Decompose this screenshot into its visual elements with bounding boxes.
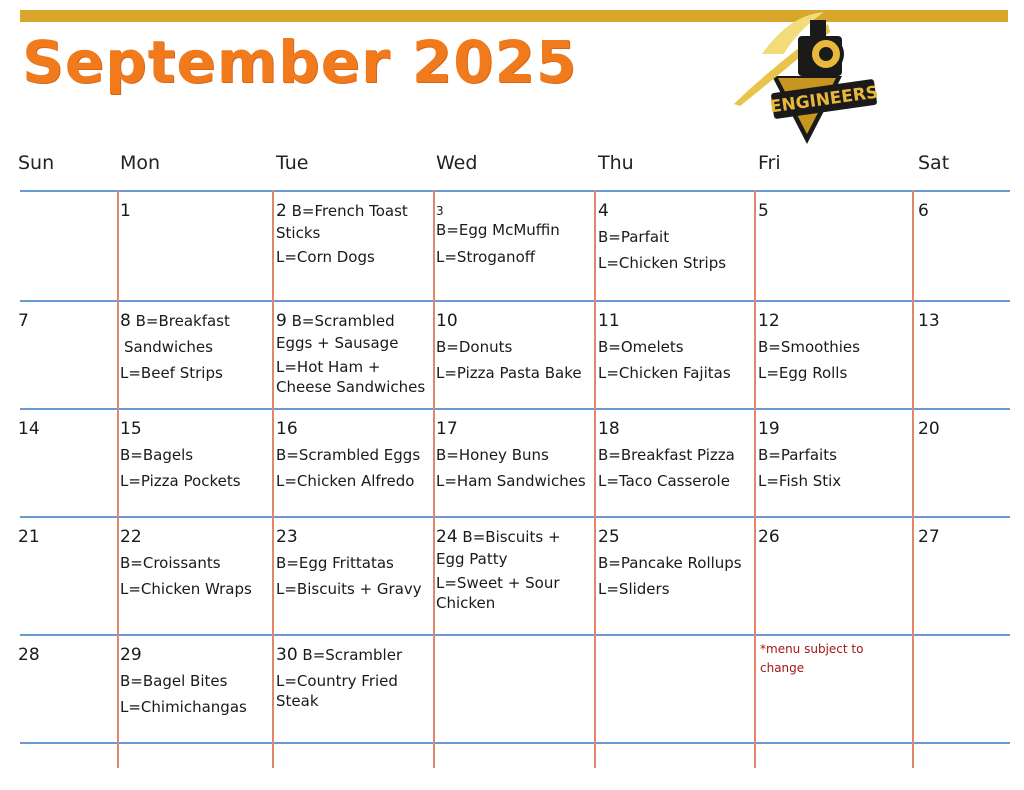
day-number: 20: [918, 419, 940, 439]
day-cell-22: [120, 526, 270, 605]
day-cell-25: [598, 526, 753, 605]
day-cell-16: [276, 418, 431, 497]
grid-line: [20, 742, 1010, 744]
day-cell-30: [276, 644, 431, 717]
day-number: 28: [18, 645, 40, 665]
day-number: 25: [598, 527, 620, 547]
page-title: September 2025: [22, 28, 578, 96]
day-number: 13: [918, 311, 940, 331]
grid-line: [272, 190, 274, 768]
lunch-item: L=Chicken Strips: [598, 254, 727, 273]
grid-line: [20, 300, 1010, 302]
grid-line: [754, 190, 756, 768]
day-cell-14: [18, 418, 40, 441]
grid-line: [594, 190, 596, 768]
lunch-item-cont: Steak: [276, 692, 319, 711]
grid-line: [117, 190, 119, 768]
day-cell-1: [120, 200, 131, 223]
day-number: 7: [18, 311, 29, 331]
lunch-item: L=Chicken Wraps: [120, 580, 252, 599]
day-number: 22: [120, 527, 142, 547]
day-cell-12: [758, 310, 908, 389]
engineers-logo: [732, 6, 882, 146]
day-cell-17: [436, 418, 591, 497]
dow-mon: Mon: [120, 152, 161, 174]
day-cell-19: [758, 418, 908, 497]
day-number: 30: [276, 645, 298, 665]
day-number: 1: [120, 201, 131, 221]
lunch-item: L=Taco Casserole: [598, 472, 730, 491]
breakfast-item: B=Smoothies: [758, 337, 860, 356]
breakfast-item: B=Breakfast Pizza: [598, 445, 735, 464]
day-cell-3: [436, 200, 591, 273]
day-cell-5: [758, 200, 769, 223]
day-cell-24: [436, 526, 591, 620]
breakfast-item: B=Scrambled Eggs: [276, 445, 421, 464]
day-number: 27: [918, 527, 940, 547]
breakfast-item: B=Parfaits: [758, 445, 837, 464]
lunch-item-cont: Chicken: [436, 594, 496, 613]
day-number: 5: [758, 201, 769, 221]
day-cell-11: [598, 310, 753, 389]
day-number: 6: [918, 201, 929, 221]
grid-line: [20, 190, 1010, 192]
lunch-item: L=Fish Stix: [758, 472, 842, 491]
breakfast-item: B=Parfait: [598, 227, 670, 246]
day-cell-6: [918, 200, 929, 223]
day-cell-8: [120, 310, 270, 389]
day-number: 12: [758, 311, 780, 331]
dow-tue: Tue: [276, 152, 309, 174]
breakfast-item: B=French Toast: [291, 202, 408, 220]
day-cell-2: [276, 200, 431, 273]
day-cell-10: [436, 310, 591, 389]
lunch-item: L=Pizza Pockets: [120, 472, 241, 491]
lunch-item: L=Country Fried: [276, 671, 398, 690]
breakfast-item: B=Honey Buns: [436, 445, 549, 464]
day-number: 4: [598, 201, 609, 221]
breakfast-item: B=Bagel Bites: [120, 671, 228, 690]
lunch-item: L=Stroganoff: [436, 247, 536, 266]
grid-line: [433, 190, 435, 768]
day-cell-18: [598, 418, 753, 497]
lunch-item: L=Sliders: [598, 580, 670, 599]
day-number: 24: [436, 527, 458, 547]
lunch-item: L=Corn Dogs: [276, 248, 375, 267]
lunch-item: L=Chicken Fajitas: [598, 364, 731, 383]
lunch-item: L=Chicken Alfredo: [276, 472, 415, 491]
lunch-item: L=Biscuits + Gravy: [276, 580, 422, 599]
dow-thu: Thu: [598, 152, 634, 174]
day-number: 21: [18, 527, 40, 547]
day-cell-7: [18, 310, 29, 333]
day-number: 8: [120, 311, 131, 331]
day-cell-15: [120, 418, 270, 497]
day-number: 18: [598, 419, 620, 439]
breakfast-item: B=Bagels: [120, 445, 194, 464]
lunch-item: L=Chimichangas: [120, 698, 247, 717]
breakfast-item: B=Pancake Rollups: [598, 553, 742, 572]
day-cell-9: [276, 310, 431, 404]
day-number: 17: [436, 419, 458, 439]
lunch-item-cont: Cheese Sandwiches: [276, 378, 426, 397]
lunch-item: L=Beef Strips: [120, 364, 223, 383]
breakfast-item: B=Donuts: [436, 337, 513, 356]
day-number: 9: [276, 311, 287, 331]
lunch-item: L=Hot Ham +: [276, 358, 381, 377]
grid-line: [912, 190, 914, 768]
dow-wed: Wed: [436, 152, 478, 174]
day-number: 2: [276, 201, 287, 221]
dow-fri: Fri: [758, 152, 781, 174]
breakfast-item: B=Biscuits +: [462, 528, 561, 546]
lunch-item: L=Sweet + Sour: [436, 574, 560, 593]
lunch-item: L=Egg Rolls: [758, 364, 848, 383]
grid-line: [20, 408, 1010, 410]
breakfast-item: B=Croissants: [120, 553, 221, 572]
breakfast-item: B=Egg McMuffin: [436, 221, 560, 240]
locomotive-icon: [732, 6, 882, 146]
lunch-item: L=Pizza Pasta Bake: [436, 364, 582, 383]
day-number: 10: [436, 311, 458, 331]
day-number: 19: [758, 419, 780, 439]
day-number: 15: [120, 419, 142, 439]
day-cell-4: [598, 200, 753, 279]
day-cell-21: [18, 526, 40, 549]
breakfast-item: B=Omelets: [598, 337, 684, 356]
logo-text: ENGINEERS: [768, 82, 880, 118]
menu-disclaimer: *menu subject to change: [760, 642, 864, 676]
day-number: 16: [276, 419, 298, 439]
breakfast-item-cont: Sandwiches: [124, 337, 213, 356]
day-number: 29: [120, 645, 142, 665]
day-number: 26: [758, 527, 780, 547]
grid-line: [20, 516, 1010, 518]
day-cell-27: [918, 526, 940, 549]
breakfast-item-cont: Eggs + Sausage: [276, 333, 399, 352]
breakfast-item-cont: Egg Patty: [436, 549, 508, 568]
day-number: 3: [436, 204, 444, 218]
day-cell-13: [918, 310, 940, 333]
grid-line: [20, 634, 1010, 636]
lunch-item: L=Ham Sandwiches: [436, 472, 586, 491]
dow-sun: Sun: [18, 152, 55, 174]
day-number: 11: [598, 311, 620, 331]
day-cell-28: [18, 644, 40, 667]
breakfast-item: B=Egg Frittatas: [276, 553, 394, 572]
dow-sat: Sat: [918, 152, 950, 174]
breakfast-item: B=Scrambled: [291, 312, 395, 330]
day-number: 14: [18, 419, 40, 439]
day-cell-26: [758, 526, 780, 549]
breakfast-item: B=Scrambler: [302, 646, 403, 664]
day-number: 23: [276, 527, 298, 547]
breakfast-item: B=Breakfast: [135, 312, 230, 330]
breakfast-item-cont: Sticks: [276, 223, 321, 242]
day-cell-20: [918, 418, 940, 441]
day-cell-29: [120, 644, 270, 723]
day-cell-23: [276, 526, 431, 605]
